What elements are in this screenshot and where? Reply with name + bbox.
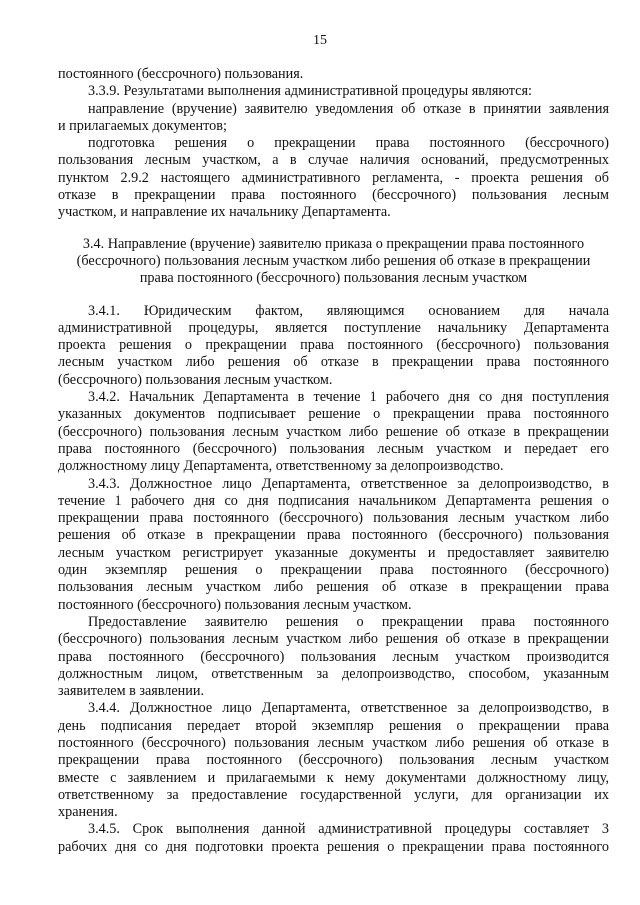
text-line: день подписания передает второй экземпляр решения о прекращении права xyxy=(58,717,609,734)
text-line: лесным участком регистрирует указанные документы и предоставляет заявителю xyxy=(58,544,609,561)
paragraph xyxy=(58,700,609,821)
heading-line: 3.4. Направление (вручение) заявителю приказа о прекращении права постоянного xyxy=(82,235,585,252)
heading-line: права постоянного (бессрочного) пользования лесным участком xyxy=(139,270,528,287)
text-line: постоянного (бессрочного) пользования. xyxy=(58,66,304,82)
paragraph xyxy=(58,614,609,700)
text-line: постоянного (бессрочного) пользования лесным участком. xyxy=(58,596,412,613)
page-number: 15 xyxy=(313,33,327,48)
text-line: один экземпляр решения о прекращении права постоянного (бессрочного) xyxy=(58,562,609,579)
paragraph xyxy=(58,476,609,614)
text-line: проекта решения о прекращении права постоянного (бессрочного) пользования xyxy=(58,337,609,354)
text-line: 3.4.3. Должностное лицо Департамента, ответственное за делопроизводство, в xyxy=(88,475,609,492)
text-line: права постоянного (бессрочного) пользования лесным участком и передает его xyxy=(58,440,609,457)
text-line: постоянного (бессрочного) пользования лесным участком либо решения об отказе в xyxy=(58,734,609,751)
text-line: направление (вручение) заявителю уведомления об отказе в принятии заявления xyxy=(88,100,609,117)
text-line: должностным лицом, ответственным за делопроизводство, способом, указанным xyxy=(58,665,609,682)
text-line: и прилагаемых документов; xyxy=(58,117,227,134)
text-line: заявителем в заявлении. xyxy=(58,683,205,700)
text-line: 3.3.9. Результатами выполнения административной процедуры являются: xyxy=(88,83,532,100)
text-line: отказе в прекращении права постоянного (бессрочного) пользования лесным xyxy=(58,187,609,204)
paragraph xyxy=(58,389,609,475)
text-line: (бессрочного) пользования лесным участком либо решения об отказе в прекращении xyxy=(58,631,609,648)
text-line: административной процедуры, является поступление начальнику Департамента xyxy=(58,319,609,336)
text-line: права постоянного (бессрочного) пользования лесным участком производится xyxy=(58,648,609,665)
text-line: (бессрочного) пользования лесным участком. xyxy=(58,371,333,388)
text-line: 3.4.1. Юридическим фактом, являющимся основанием для начала xyxy=(88,302,609,319)
text-line: 3.4.4. Должностное лицо Департамента, ответственное за делопроизводство, в xyxy=(88,700,609,717)
text-line: пунктом 2.9.2 настоящего административного регламента, - проекта решения об xyxy=(58,169,609,186)
document-body xyxy=(58,66,609,856)
paragraph xyxy=(58,66,609,83)
text-line: подготовка решения о прекращении права постоянного (бессрочного) xyxy=(88,135,609,152)
text-line: пользования лесным участком либо решения об отказе в прекращении права xyxy=(58,579,609,596)
text-line: лесным участком либо решения об отказе в прекращении права постоянного xyxy=(58,354,609,371)
text-line: хранения. xyxy=(58,804,118,821)
text-line: рабочих дня со дня подготовки проекта решения о прекращении права постоянного xyxy=(58,838,609,855)
paragraph xyxy=(58,83,609,100)
text-line: 3.4.2. Начальник Департамента в течение 1 рабочего дня со дня поступления xyxy=(88,389,609,406)
text-line: (бессрочного) пользования лесным участком либо решение об отказе в прекращении xyxy=(58,423,609,440)
section-spacer xyxy=(58,288,609,303)
text-line: пользования лесным участком, а в случае наличия оснований, предусмотренных xyxy=(58,152,609,169)
text-line: течение 1 рабочего дня со дня подписания начальником Департамента решения о xyxy=(58,492,609,509)
text-line: вместе с заявлением и прилагаемыми к нему документами должностному лицу, xyxy=(58,769,609,786)
text-line: ответственному за предоставление государственной услуги, для организации их xyxy=(58,786,609,803)
paragraph xyxy=(58,821,609,856)
text-line: участком, и направление их начальнику Департамента. xyxy=(58,204,391,221)
section-heading xyxy=(58,236,609,288)
paragraph xyxy=(58,303,609,389)
text-line: указанных документов подписывает решение о прекращении права постоянного xyxy=(58,406,609,423)
heading-line: (бессрочного) пользования лесным участком либо решения об отказе в прекращении xyxy=(76,252,591,269)
paragraph xyxy=(58,135,609,221)
text-line: 3.4.5. Срок выполнения данной административной процедуры составляет 3 xyxy=(88,821,609,838)
text-line: прекращении права постоянного (бессрочного) пользования лесным участком либо xyxy=(58,510,609,527)
text-line: решения об отказе в прекращении права постоянного (бессрочного) пользования xyxy=(58,527,609,544)
text-line: должностному лицу Департамента, ответственному за делопроизводство. xyxy=(58,458,504,475)
text-line: Предоставление заявителю решения о прекращении права постоянного xyxy=(88,613,609,630)
text-line: прекращении права постоянного (бессрочного) пользования лесным участком xyxy=(58,752,609,769)
section-spacer xyxy=(58,222,609,236)
paragraph xyxy=(58,101,609,136)
